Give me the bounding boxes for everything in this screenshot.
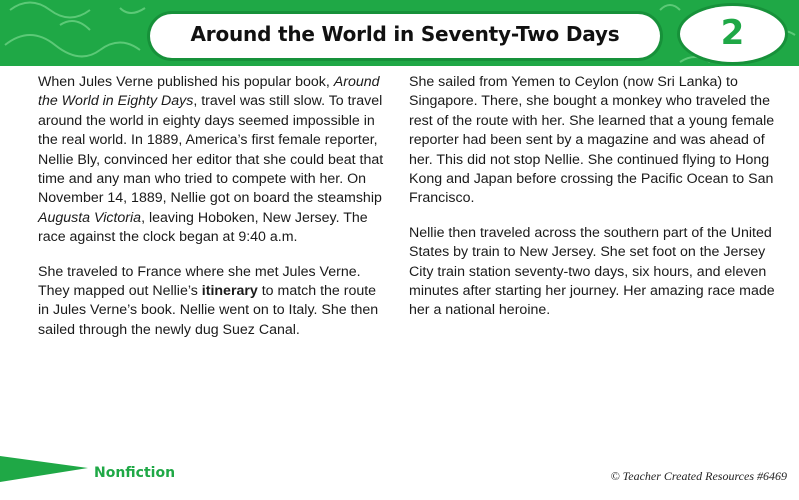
title-box <box>150 14 660 58</box>
left-column <box>38 73 390 355</box>
pennant-icon <box>0 454 90 484</box>
text: , leaving Hoboken, New Jersey. The race against the clock began at 9:40 a.m. <box>38 209 368 246</box>
copyright-text: © Teacher Created Resources #6469 <box>610 469 787 483</box>
page-title: Around the World in Seventy-Two Days <box>190 22 620 46</box>
paragraph-2 <box>38 263 390 341</box>
card-number: 2 <box>720 13 745 53</box>
paragraph-4: Nellie then traveled across the southern part of the United States by train to New Jersey. She set foot on the Jersey City train station seventy-two days, six hours, and eleven minutes after starting her journey. Her amazing race made her a national heroine. <box>409 224 775 319</box>
vocabulary-word: itinerary <box>201 283 258 300</box>
book-title: Around the World in Eighty Days <box>38 74 380 110</box>
card-number-badge <box>680 6 785 62</box>
paragraph-3: She sailed from Yemen to Ceylon (now Sri Lanka) to Singapore. There, she bought a monkey who traveled the rest of the route with her. She learned that a young female reporter had been sent by a magazine and was ahead of her. This did not stop Nellie. She continued flying to Hong Kong and Japan before crossing the Pacific Ocean to San Francisco. <box>409 74 775 207</box>
text: , travel was still slow. To travel around the world in eighty days seemed impossible in the real world. In 1889, America’s first female reporter, Nellie Bly, convinced her editor that she could beat that time and any man who tried to compete with her. On November 14, 1889, Nellie got on board the steamship <box>38 93 384 207</box>
paragraph-1 <box>38 73 390 248</box>
text: She traveled to France where she met Jules Verne. They mapped out Nellie’s <box>38 263 361 300</box>
category-label: Nonfiction <box>94 465 176 481</box>
right-column <box>409 73 779 336</box>
ship-name: Augusta Victoria <box>38 209 142 226</box>
text: to match the route in Jules Verne’s book. Nellie went on to Italy. She then sailed through the newly dug Suez Canal. <box>38 283 379 338</box>
text: When Jules Verne published his popular book, <box>38 74 334 90</box>
header-banner <box>0 0 799 66</box>
